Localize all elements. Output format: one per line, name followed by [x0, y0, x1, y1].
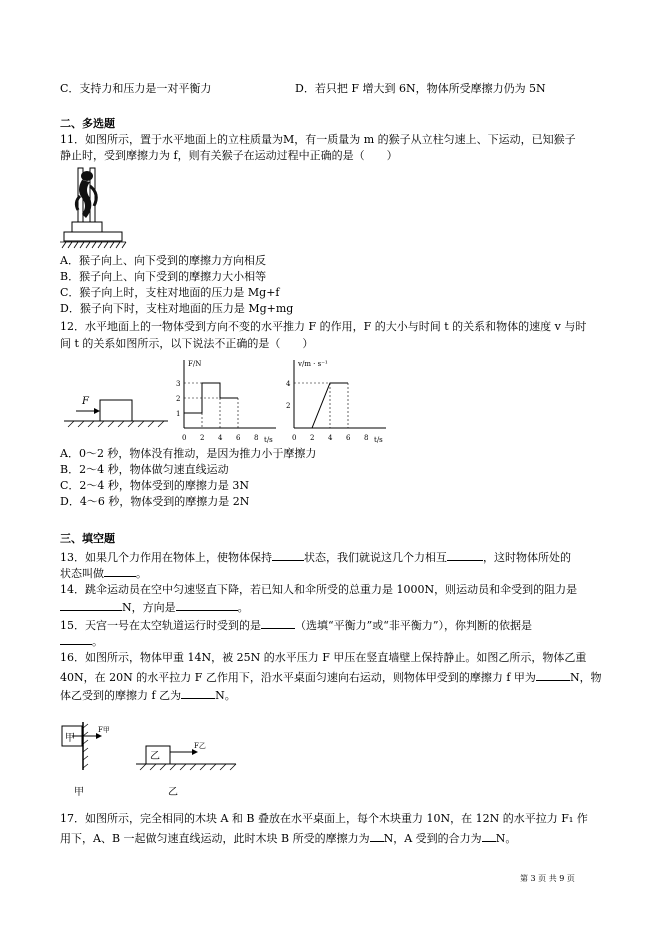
graph2-ytick: 2 [286, 402, 291, 410]
graph2-ylabel: v/m · s⁻¹ [298, 360, 328, 368]
caption-yi: 乙 [168, 787, 178, 798]
q13-line1 [60, 549, 571, 565]
graph1-xtick: 2 [200, 434, 205, 442]
section-title-fill-in: 三、填空题 [60, 532, 115, 545]
q14-blank-2[interactable] [176, 599, 238, 611]
q16-line1: 16．如图所示，物体甲重 14N，被 25N 的水平压力 F 甲压在竖直墙壁上保持静止。如图乙所示，物体乙重 [60, 651, 587, 664]
q17-blank-2[interactable] [482, 830, 496, 842]
arrow-icon [94, 408, 100, 414]
q12-option-a: A．0～2 秒，物体没有推动，是因为推力小于摩擦力 [60, 447, 317, 460]
q15-text-a: 15．天宫一号在太空轨道运行时受到的是 [60, 619, 261, 632]
force-yi-label: F乙 [194, 742, 206, 750]
q16-text-d: 体乙受到的摩擦力 f 乙为 [60, 689, 182, 702]
graph2-xtick: 0 [292, 434, 297, 442]
q15-line2 [60, 633, 103, 649]
q12-block-diagram [64, 396, 168, 427]
q16-blank-2[interactable] [181, 687, 215, 699]
q13-blank-2[interactable] [447, 549, 483, 561]
q14-text-b: N，方向是 [122, 601, 176, 614]
q10-option-d: D．若只把 F 增大到 6N，物体所受摩擦力仍为 5N [295, 82, 546, 95]
q13-text-e: 。 [136, 567, 147, 580]
q11-stem-line1: 11．如图所示，置于水平地面上的立柱质量为M，有一质量为 m 的猴子从立柱匀速上、下运动，已知猴子 [60, 133, 576, 146]
q15-text-c: 。 [92, 635, 103, 648]
graph1-xtick: 6 [236, 434, 241, 442]
q17-line2 [60, 830, 516, 846]
graph1-ytick: 2 [176, 395, 181, 403]
q16-line3 [60, 687, 236, 703]
force-jia-label: F甲 [98, 726, 110, 734]
graph2-xtick: 8 [364, 434, 369, 442]
q16-text-c: N，物 [569, 671, 602, 684]
q11-monkey-pole-figure [60, 166, 130, 252]
q17-text-d: N。 [495, 832, 517, 845]
q16-figure-jia [62, 722, 110, 798]
q16-figure [56, 722, 266, 802]
q15-blank-1[interactable] [261, 617, 295, 629]
q15-text-b: （选填“平衡力”或“非平衡力”），你判断的依据是 [295, 619, 532, 632]
q11-option-a: A．猴子向上、向下受到的摩擦力方向相反 [60, 254, 266, 267]
q17-text-b: 用下，A、B 一起做匀速直线运动，此时木块 B 所受的摩擦力为 [60, 832, 370, 845]
graph2-ytick: 4 [286, 380, 291, 388]
q16-text-b: 40N，在 20N 的水平拉力 F 乙作用下，沿水平桌面匀速向右运动，则物体甲受到的摩擦力 f 甲为 [60, 671, 536, 684]
q16-blank-1[interactable] [536, 669, 570, 681]
q12-force-time-graph [176, 360, 276, 444]
q15-blank-2[interactable] [60, 633, 92, 645]
q15-line1 [60, 617, 532, 633]
graph1-xtick: 8 [254, 434, 259, 442]
graph1-ylabel: F/N [188, 360, 202, 368]
section-title-multiple-choice: 二、多选题 [60, 117, 115, 130]
q12-option-b: B．2～4 秒，物体做匀速直线运动 [60, 463, 229, 476]
caption-jia: 甲 [74, 787, 84, 798]
graph1-xtick: 0 [182, 434, 187, 442]
q14-text-c: 。 [237, 601, 249, 614]
q11-option-d: D．猴子向下时，支柱对地面的压力是 Mg+mg [60, 302, 294, 315]
page-number-footer: 第 3 页 共 9 页 [520, 874, 575, 883]
q14-blank-1[interactable] [60, 599, 122, 611]
graph2-xtick: 6 [346, 434, 351, 442]
q12-stem-line2: 间 t 的关系如图所示，以下说法不正确的是（ ） [60, 337, 314, 350]
q14-line2 [60, 599, 249, 615]
q13-blank-1[interactable] [272, 549, 304, 561]
q11-stem-line2: 静止时，受到摩擦力为 f，则有关猴子在运动过程中正确的是（ ） [60, 149, 398, 162]
q12-figure [60, 356, 400, 448]
q12-option-d: D．4～6 秒，物体受到的摩擦力是 2N [60, 495, 250, 508]
q12-stem-line1: 12．水平地面上的一物体受到方向不变的水平推力 F 的作用，F 的大小与时间 t 的关系和物体的速度 v 与时 [60, 320, 587, 333]
graph1-xtick: 4 [218, 434, 223, 442]
q16-text-e: N。 [215, 689, 236, 702]
q11-option-c: C．猴子向上时，支柱对地面的压力是 Mg+f [60, 286, 280, 299]
q14-line1: 14．跳伞运动员在空中匀速竖直下降，若已知人和伞所受的总重力是 1000N，则运动员和伞受到的阻力是 [60, 583, 578, 596]
q12-velocity-time-graph [286, 360, 386, 444]
graph2-xtick: 2 [310, 434, 315, 442]
q13-line2 [60, 565, 147, 581]
block-jia-label: 甲 [65, 733, 75, 744]
graph2-xlabel: t/s [374, 436, 383, 444]
block-yi-label: 乙 [150, 751, 160, 762]
q13-text-d: 状态叫做 [60, 567, 104, 580]
q17-blank-1[interactable] [370, 830, 384, 842]
q16-line2 [60, 669, 602, 685]
q17-line1: 17．如图所示，完全相同的木块 A 和 B 叠放在水平桌面上，每个木块重力 10N，在 12N 的水平拉力 F₁ 作 [60, 812, 588, 825]
graph1-ytick: 3 [176, 380, 181, 388]
q11-option-b: B．猴子向上、向下受到的摩擦力大小相等 [60, 270, 267, 283]
q12-option-c: C．2～4 秒，物体受到的摩擦力是 3N [60, 479, 250, 492]
graph2-xtick: 4 [328, 434, 333, 442]
q10-option-c: C．支持力和压力是一对平衡力 [60, 82, 212, 95]
graph1-ytick: 1 [176, 410, 181, 418]
force-label: F [82, 396, 89, 407]
q13-text-c: ，这时物体所处的 [483, 551, 571, 564]
q17-text-c: N，A 受到的合力为 [383, 832, 482, 845]
q13-text-b: 状态，我们就说这几个力相互 [304, 551, 447, 564]
q16-figure-yi [136, 742, 236, 798]
pole [64, 168, 122, 241]
q13-text-a: 13．如果几个力作用在物体上，使物体保持 [60, 551, 272, 564]
q13-blank-3[interactable] [104, 565, 136, 577]
graph1-xlabel: t/s [264, 436, 273, 444]
ground-hatching [60, 242, 126, 248]
